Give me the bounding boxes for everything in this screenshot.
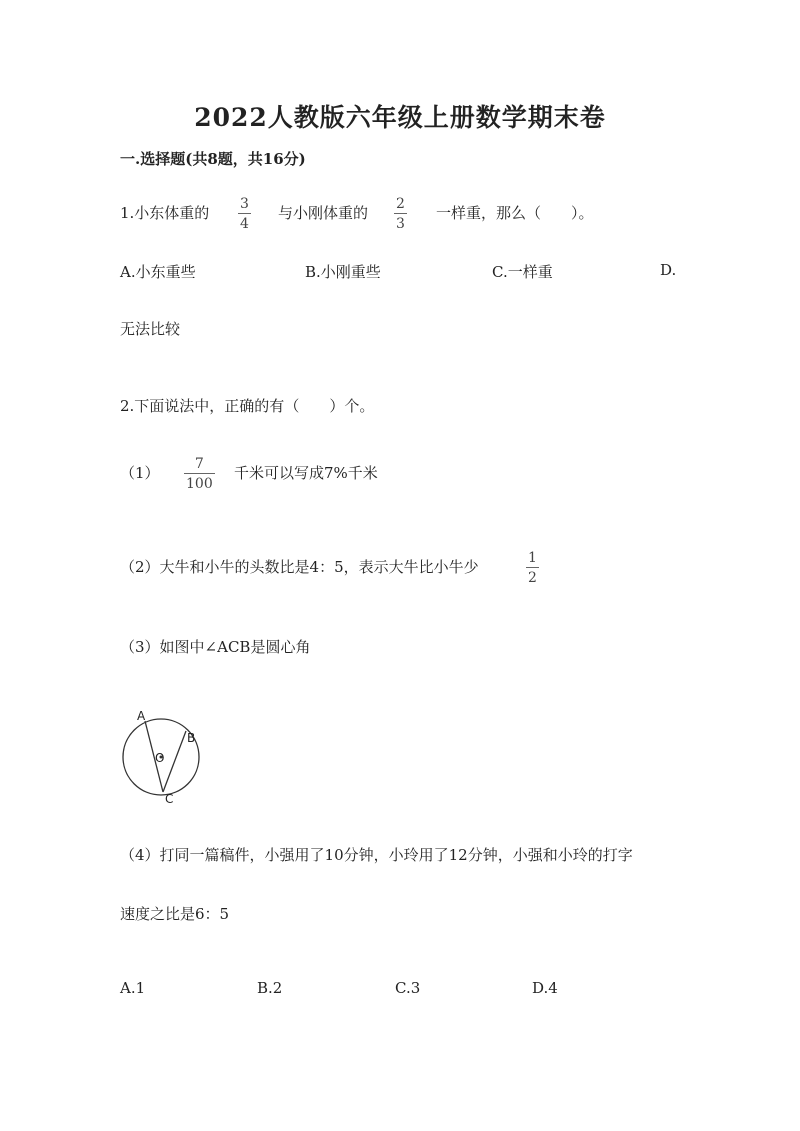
q2-statement-1-label: （1）: [120, 464, 160, 482]
q2-stem: 2.下面说法中，正确的有（ ）个。: [120, 397, 375, 415]
q2-fraction-7-100: [184, 456, 215, 492]
label-c: C: [165, 792, 174, 806]
fraction-bar: [184, 473, 215, 474]
fraction-numerator: 2: [396, 196, 405, 212]
chord-bc: [163, 731, 186, 792]
q1-stem-part1: 1.小东体重的: [120, 204, 210, 222]
q2-statement-2-text: （2）大牛和小牛的头数比是4：5，表示大牛比小牛少: [120, 558, 479, 576]
q1-fraction-2-3: [394, 196, 407, 232]
q2-statement-3-text: （3）如图中∠ACB是圆心角: [120, 638, 311, 656]
fraction-bar: [394, 213, 407, 214]
q2-option-a: A.1: [120, 979, 146, 997]
q1-option-d-letter: D.: [660, 261, 677, 279]
label-a: A: [137, 709, 146, 723]
fraction-numerator: 1: [528, 550, 537, 566]
fraction-denominator: 4: [240, 216, 249, 232]
q1-option-a: A.小东重些: [120, 263, 196, 281]
q1-fraction-3-4: [238, 196, 251, 232]
circle-angle-figure: [112, 706, 212, 806]
q2-statement-4-line2: 速度之比是6：5: [120, 905, 230, 923]
q1-stem-part2: 与小刚体重的: [278, 204, 369, 222]
page-title: 2022人教版六年级上册数学期末卷: [194, 103, 606, 132]
fraction-denominator: 100: [186, 476, 213, 492]
q1-stem-part3: 一样重，那么（ ）。: [436, 204, 594, 222]
q2-option-d: D.4: [532, 979, 558, 997]
fraction-denominator: 3: [396, 216, 405, 232]
q2-option-c: C.3: [395, 979, 421, 997]
fraction-numerator: 3: [240, 196, 249, 212]
q1-option-d-text: 无法比较: [120, 320, 181, 338]
label-b: B: [187, 731, 196, 745]
q2-option-b: B.2: [257, 979, 283, 997]
q2-statement-1-text: 千米可以写成7%千米: [234, 464, 378, 482]
q1-option-b: B.小刚重些: [305, 263, 381, 281]
label-o: O: [155, 751, 165, 765]
section-heading: 一.选择题(共8题，共16分): [120, 150, 306, 168]
q2-fraction-1-2: [526, 550, 539, 586]
fraction-bar: [526, 567, 539, 568]
fraction-denominator: 2: [528, 570, 537, 586]
q1-option-c: C.一样重: [492, 263, 553, 281]
fraction-numerator: 7: [194, 456, 204, 472]
fraction-bar: [238, 213, 251, 214]
q2-statement-4-line1: （4）打同一篇稿件，小强用了10分钟，小玲用了12分钟，小强和小玲的打字: [120, 846, 633, 864]
